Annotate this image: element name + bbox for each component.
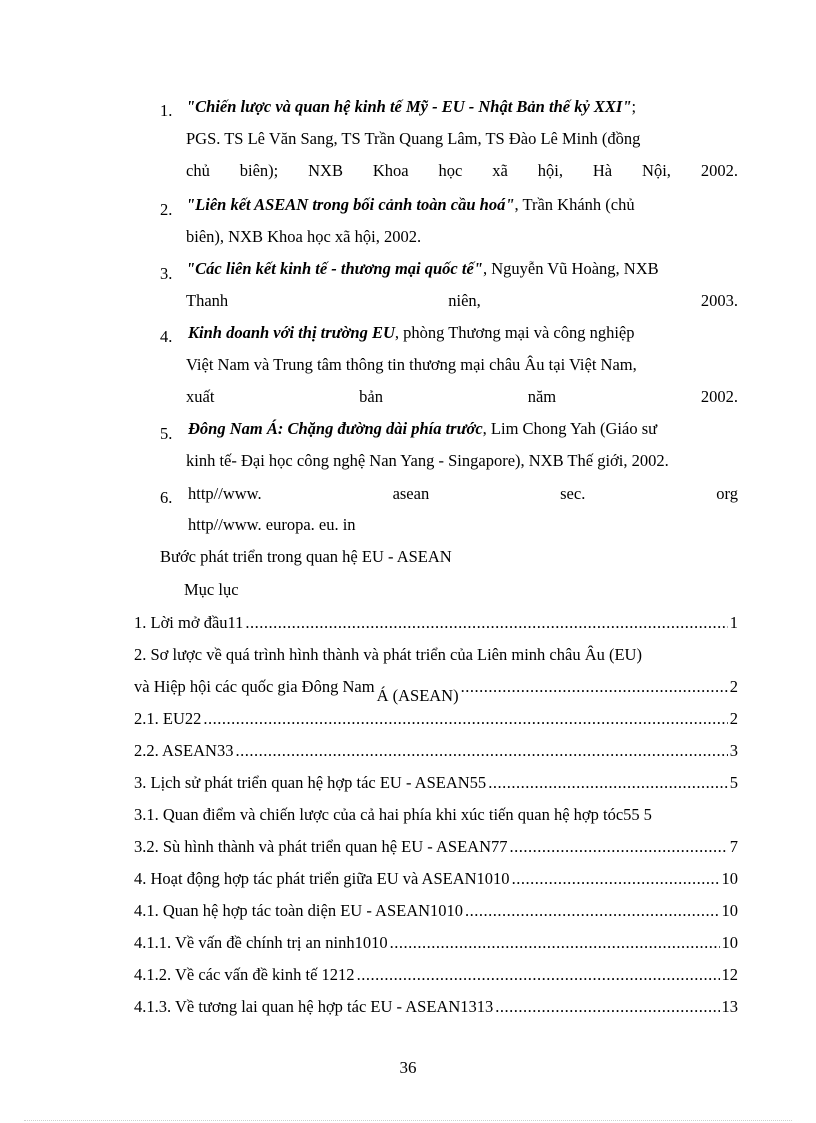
ref-line: biên), NXB Khoa học xã hội, 2002. bbox=[186, 227, 422, 246]
ref-title: Đông Nam Á: Chặng đường dài phía trước bbox=[188, 419, 483, 438]
word: Thanh bbox=[186, 291, 229, 310]
word: hội, bbox=[537, 161, 563, 180]
toc-entry-text: 4.1.2. Về các vấn đề kinh tế 1212 bbox=[134, 965, 355, 984]
toc-entry-text: 2.1. EU22 bbox=[134, 709, 202, 728]
ref-line bbox=[186, 195, 635, 215]
toc-entry[interactable] bbox=[134, 773, 738, 793]
ref-line-justified bbox=[186, 161, 738, 181]
toc-leader bbox=[203, 709, 727, 729]
ref-number: 2. bbox=[160, 200, 173, 219]
toc-leader bbox=[465, 901, 719, 921]
toc-leader bbox=[245, 613, 727, 633]
toc-page: 12 bbox=[721, 965, 738, 984]
toc-entry[interactable] bbox=[134, 709, 738, 729]
toc-page: 5 bbox=[643, 805, 652, 824]
ref-line bbox=[186, 259, 659, 279]
toc-leader bbox=[235, 741, 727, 761]
toc-entry-text: 4.1.1. Về vấn đề chính trị an ninh1010 bbox=[134, 933, 388, 952]
page-number: 36 bbox=[399, 1058, 417, 1077]
word: năm bbox=[527, 387, 557, 406]
toc-page: 3 bbox=[729, 741, 738, 760]
ref-text: ; bbox=[631, 97, 637, 116]
ref-title: Kinh doanh với thị trường EU bbox=[188, 323, 395, 342]
word: Nội, bbox=[642, 161, 671, 180]
toc-entry-text: 1. Lời mở đầu11 bbox=[134, 613, 244, 632]
toc-entry[interactable] bbox=[134, 997, 738, 1017]
toc-entry[interactable] bbox=[134, 805, 738, 825]
section-heading: Bước phát triển trong quan hệ EU - ASEAN bbox=[160, 547, 452, 566]
ref-title: "Liên kết ASEAN trong bối cảnh toàn cầu hoá" bbox=[186, 195, 515, 214]
word: asean bbox=[392, 484, 430, 503]
ref-number: 3. bbox=[160, 264, 173, 283]
ref-text: , Trần Khánh (chủ bbox=[514, 195, 635, 214]
toc-page: 7 bbox=[729, 837, 738, 856]
toc-entry[interactable] bbox=[134, 741, 738, 761]
toc-entry-text: 3.1. Quan điểm và chiến lược của cả hai phía khi xúc tiến quan hệ hợp tóc55 bbox=[134, 805, 640, 824]
ref-number: 4. bbox=[160, 327, 173, 346]
toc-entry-text: 4.1.3. Về tương lai quan hệ hợp tác EU - ASEAN1313 bbox=[134, 997, 494, 1016]
toc-entry-text: 4.1. Quan hệ hợp tác toàn diện EU - ASEAN1010 bbox=[134, 901, 464, 920]
toc-entry-text: và Hiệp hội các quốc gia Đông Nam bbox=[134, 677, 375, 696]
ref-text: , Lim Chong Yah (Giáo sư bbox=[482, 419, 658, 438]
toc-entry[interactable] bbox=[134, 965, 738, 985]
ref-line bbox=[188, 419, 657, 439]
ref-line: kinh tế- Đại học công nghệ Nan Yang - Singapore), NXB Thế giới, 2002. bbox=[186, 451, 669, 470]
ref-line-justified bbox=[188, 484, 738, 504]
toc-entry-line bbox=[134, 645, 738, 665]
toc-heading: Mục lục bbox=[184, 580, 239, 599]
word: http//www. bbox=[188, 484, 262, 503]
ref-line-justified bbox=[186, 387, 738, 407]
toc-leader bbox=[357, 965, 720, 985]
toc-entry-text: 2.2. ASEAN33 bbox=[134, 741, 234, 760]
toc-entry[interactable] bbox=[134, 677, 738, 705]
word: niên, bbox=[448, 291, 481, 310]
word: 2002. bbox=[700, 161, 738, 180]
toc-leader bbox=[512, 869, 720, 889]
ref-title: "Các liên kết kinh tế - thương mại quốc tế" bbox=[186, 259, 483, 278]
toc-entry-text: 2. Sơ lược về quá trình hình thành và phát triển của Liên minh châu Âu (EU) bbox=[134, 645, 642, 664]
ref-number: 5. bbox=[160, 424, 173, 443]
toc-entry-text: 4. Hoạt động hợp tác phát triển giữa EU và ASEAN1010 bbox=[134, 869, 510, 888]
toc-entry[interactable] bbox=[134, 933, 738, 953]
toc-leader bbox=[488, 773, 728, 793]
page-bottom-divider bbox=[24, 1120, 792, 1121]
toc-leader bbox=[510, 837, 728, 857]
toc-page: 1 bbox=[729, 613, 738, 632]
word: NXB bbox=[308, 161, 343, 180]
toc-entry-text: 3. Lịch sử phát triển quan hệ hợp tác EU - ASEAN55 bbox=[134, 773, 487, 792]
toc-leader bbox=[461, 677, 728, 697]
ref-line: PGS. TS Lê Văn Sang, TS Trần Quang Lâm, TS Đào Lê Minh (đồng bbox=[186, 129, 641, 148]
ref-line: Việt Nam và Trung tâm thông tin thương mại châu Âu tại Việt Nam, bbox=[186, 355, 637, 374]
word: xã bbox=[492, 161, 508, 180]
word: chủ bbox=[186, 161, 210, 180]
ref-number: 6. bbox=[160, 488, 173, 507]
ref-line-justified bbox=[186, 291, 738, 311]
toc-page: 13 bbox=[721, 997, 738, 1016]
word: org bbox=[716, 484, 738, 503]
toc-entry[interactable] bbox=[134, 837, 738, 857]
toc-entry[interactable] bbox=[134, 613, 738, 633]
ref-text: , Nguyễn Vũ Hoàng, NXB bbox=[482, 259, 659, 278]
word: học bbox=[438, 161, 463, 180]
toc-page: 10 bbox=[721, 933, 738, 952]
ref-text: , phòng Thương mại và công nghiệp bbox=[394, 323, 635, 342]
toc-page: 5 bbox=[729, 773, 738, 792]
word: 2002. bbox=[700, 387, 738, 406]
word: xuất bbox=[186, 387, 215, 406]
ref-number: 1. bbox=[160, 101, 173, 120]
toc-page: 2 bbox=[729, 677, 738, 696]
toc-page: 2 bbox=[729, 709, 738, 728]
toc-page: 10 bbox=[721, 901, 738, 920]
word: sec. bbox=[560, 484, 586, 503]
word: biên); bbox=[239, 161, 279, 180]
word: bản bbox=[359, 387, 383, 406]
toc-leader bbox=[495, 997, 719, 1017]
toc-entry-text: Á (ASEAN) bbox=[376, 686, 459, 705]
toc-entry-text: 3.2. Sù hình thành và phát triển quan hệ EU - ASEAN77 bbox=[134, 837, 508, 856]
ref-title: "Chiến lược và quan hệ kinh tế Mỹ - EU - Nhật Bản thế kỷ XXI" bbox=[186, 97, 632, 116]
toc-entry[interactable] bbox=[134, 869, 738, 889]
word: Khoa bbox=[372, 161, 409, 180]
ref-line bbox=[186, 97, 636, 117]
toc-entry[interactable] bbox=[134, 901, 738, 921]
word: 2003. bbox=[700, 291, 738, 310]
ref-line bbox=[188, 323, 635, 343]
ref-line: http//www. europa. eu. in bbox=[188, 515, 356, 534]
word: Hà bbox=[592, 161, 613, 180]
toc-page: 10 bbox=[721, 869, 738, 888]
toc-leader bbox=[390, 933, 720, 953]
